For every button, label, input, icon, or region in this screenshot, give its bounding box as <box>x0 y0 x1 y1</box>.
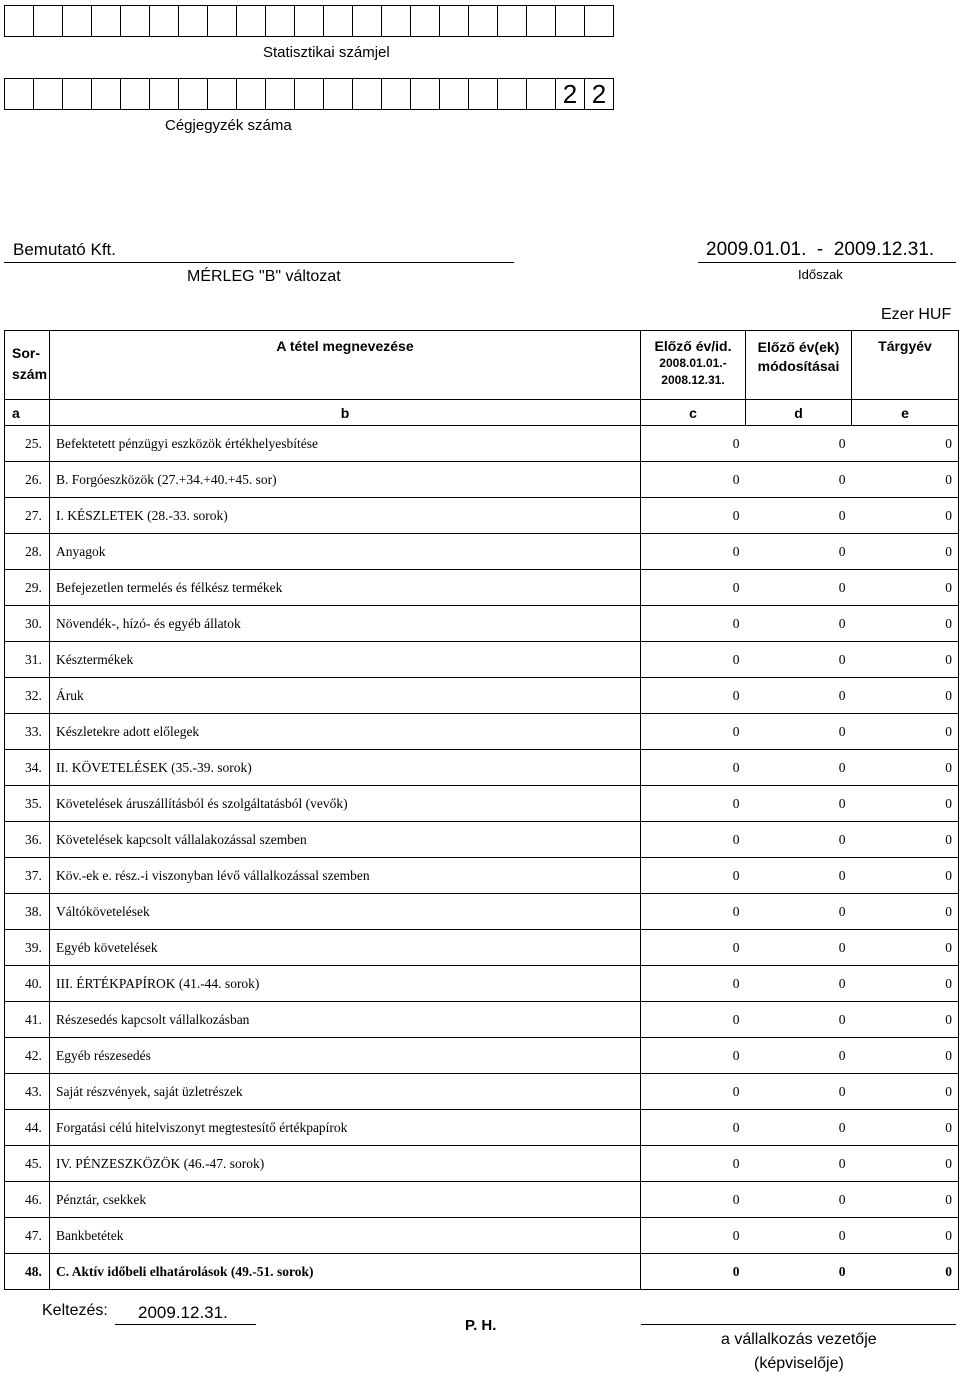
row-number: 30. <box>5 606 50 642</box>
row-number: 27. <box>5 498 50 534</box>
row-previous-year-value: 0 <box>641 1038 746 1074</box>
signature-line[interactable] <box>641 1324 956 1325</box>
row-item-name: C. Aktív időbeli elhatárolások (49.-51. sorok) <box>50 1254 641 1290</box>
registration-number-digit-box[interactable] <box>33 78 63 110</box>
registration-number-digit-box[interactable] <box>526 78 556 110</box>
table-row <box>5 1146 959 1182</box>
row-previous-year-value: 0 <box>641 1074 746 1110</box>
statistical-number-digit-box[interactable] <box>526 5 556 37</box>
row-modification-value: 0 <box>746 1074 852 1110</box>
row-number: 45. <box>5 1146 50 1182</box>
row-current-year-value: 0 <box>852 1254 959 1290</box>
row-modification-value: 0 <box>746 462 852 498</box>
table-header-row <box>5 331 959 400</box>
table-row <box>5 714 959 750</box>
registration-number-digit-box[interactable] <box>381 78 411 110</box>
row-modification-value: 0 <box>746 966 852 1002</box>
row-number: 38. <box>5 894 50 930</box>
row-number: 43. <box>5 1074 50 1110</box>
statistical-number-digit-box[interactable] <box>149 5 179 37</box>
statistical-number-digit-box[interactable] <box>62 5 92 37</box>
row-current-year-value: 0 <box>852 894 959 930</box>
row-current-year-value: 0 <box>852 858 959 894</box>
row-current-year-value: 0 <box>852 678 959 714</box>
registration-number-digit-box[interactable] <box>207 78 237 110</box>
registration-number-digit-box[interactable] <box>439 78 469 110</box>
header-item-name-text: A tétel megnevezése <box>276 338 414 354</box>
row-previous-year-value: 0 <box>641 1218 746 1254</box>
row-number: 37. <box>5 858 50 894</box>
row-current-year-value: 0 <box>852 606 959 642</box>
header-row-number <box>5 331 50 400</box>
registration-number-digit-box[interactable] <box>294 78 324 110</box>
row-number: 48. <box>5 1254 50 1290</box>
table-row <box>5 1002 959 1038</box>
row-number: 39. <box>5 930 50 966</box>
row-item-name: III. ÉRTÉKPAPÍROK (41.-44. sorok) <box>50 966 641 1002</box>
row-number: 41. <box>5 1002 50 1038</box>
statistical-number-digit-box[interactable] <box>4 5 34 37</box>
row-current-year-value: 0 <box>852 786 959 822</box>
row-current-year-value: 0 <box>852 966 959 1002</box>
header-row-number-line1: Sor- <box>12 345 40 361</box>
row-previous-year-value: 0 <box>641 1254 746 1290</box>
row-previous-year-value: 0 <box>641 426 746 462</box>
statistical-number-digit-box[interactable] <box>381 5 411 37</box>
row-modification-value: 0 <box>746 1182 852 1218</box>
header-row-number-line2: szám <box>12 366 48 382</box>
registration-number-digit-box[interactable] <box>265 78 295 110</box>
statistical-number-digit-box[interactable] <box>323 5 353 37</box>
header-previous-year-line3: 2008.12.31. <box>661 373 725 387</box>
row-item-name: Készletekre adott előlegek <box>50 714 641 750</box>
table-row <box>5 894 959 930</box>
row-number: 35. <box>5 786 50 822</box>
balance-sheet-table <box>4 330 959 1290</box>
row-item-name: Befektetett pénzügyi eszközök értékhelyesbítése <box>50 426 641 462</box>
header-current-year <box>852 331 959 400</box>
row-number: 44. <box>5 1110 50 1146</box>
row-modification-value: 0 <box>746 1254 852 1290</box>
row-previous-year-value: 0 <box>641 606 746 642</box>
statistical-number-digit-box[interactable] <box>294 5 324 37</box>
statistical-number-label: Statisztikai számjel <box>263 44 390 61</box>
row-modification-value: 0 <box>746 1038 852 1074</box>
row-number: 47. <box>5 1218 50 1254</box>
row-previous-year-value: 0 <box>641 534 746 570</box>
row-item-name: Növendék-, hízó- és egyéb állatok <box>50 606 641 642</box>
row-item-name: Egyéb követelések <box>50 930 641 966</box>
row-current-year-value: 0 <box>852 822 959 858</box>
row-modification-value: 0 <box>746 750 852 786</box>
row-current-year-value: 0 <box>852 714 959 750</box>
row-modification-value: 0 <box>746 642 852 678</box>
statistical-number-digit-box[interactable] <box>265 5 295 37</box>
signer-title: a vállalkozás vezetője <box>721 1331 877 1348</box>
row-item-name: Bankbetétek <box>50 1218 641 1254</box>
row-previous-year-value: 0 <box>641 498 746 534</box>
row-item-name: Anyagok <box>50 534 641 570</box>
table-row <box>5 1182 959 1218</box>
column-letter-c: c <box>641 400 746 426</box>
row-modification-value: 0 <box>746 1110 852 1146</box>
header-modifications-line2: módosításai <box>757 358 840 374</box>
row-current-year-value: 0 <box>852 930 959 966</box>
row-modification-value: 0 <box>746 498 852 534</box>
row-modification-value: 0 <box>746 858 852 894</box>
table-row <box>5 606 959 642</box>
registration-number-digit-box[interactable] <box>497 78 527 110</box>
header-previous-year-line1: Előző év/id. <box>654 338 732 354</box>
table-row <box>5 822 959 858</box>
row-number: 40. <box>5 966 50 1002</box>
row-previous-year-value: 0 <box>641 462 746 498</box>
row-modification-value: 0 <box>746 822 852 858</box>
row-current-year-value: 0 <box>852 1110 959 1146</box>
registration-number-digit-box[interactable] <box>62 78 92 110</box>
unit-label: Ezer HUF <box>881 306 952 323</box>
statistical-number-digit-box[interactable] <box>555 5 585 37</box>
row-modification-value: 0 <box>746 534 852 570</box>
row-modification-value: 0 <box>746 894 852 930</box>
row-current-year-value: 0 <box>852 1146 959 1182</box>
row-item-name: Részesedés kapcsolt vállalkozásban <box>50 1002 641 1038</box>
row-item-name: II. KÖVETELÉSEK (35.-39. sorok) <box>50 750 641 786</box>
statistical-number-digit-box[interactable] <box>439 5 469 37</box>
row-modification-value: 0 <box>746 606 852 642</box>
stamp-placeholder: P. H. <box>465 1317 497 1334</box>
table-row <box>5 786 959 822</box>
registration-number-digit-box[interactable] <box>352 78 382 110</box>
row-previous-year-value: 0 <box>641 642 746 678</box>
registration-number-digit-box[interactable] <box>468 78 498 110</box>
row-previous-year-value: 0 <box>641 822 746 858</box>
column-letter-d: d <box>746 400 852 426</box>
table-row <box>5 1254 959 1290</box>
row-number: 42. <box>5 1038 50 1074</box>
row-modification-value: 0 <box>746 678 852 714</box>
row-modification-value: 0 <box>746 1002 852 1038</box>
row-number: 46. <box>5 1182 50 1218</box>
row-current-year-value: 0 <box>852 1218 959 1254</box>
registration-number-digit-box[interactable] <box>236 78 266 110</box>
row-previous-year-value: 0 <box>641 750 746 786</box>
row-item-name: Áruk <box>50 678 641 714</box>
table-row <box>5 858 959 894</box>
registration-number-digit-box[interactable]: 2 <box>584 78 614 110</box>
table-row <box>5 930 959 966</box>
company-name: Bemutató Kft. <box>13 240 116 259</box>
table-row <box>5 462 959 498</box>
row-number: 33. <box>5 714 50 750</box>
row-number: 32. <box>5 678 50 714</box>
column-letter-b: b <box>50 400 641 426</box>
row-item-name: Követelések áruszállításból és szolgáltatásból (vevők) <box>50 786 641 822</box>
registration-number-digit-box[interactable] <box>178 78 208 110</box>
row-modification-value: 0 <box>746 714 852 750</box>
row-item-name: B. Forgóeszközök (27.+34.+40.+45. sor) <box>50 462 641 498</box>
row-current-year-value: 0 <box>852 498 959 534</box>
registration-number-digit-box[interactable] <box>323 78 353 110</box>
row-item-name: Késztermékek <box>50 642 641 678</box>
row-item-name: IV. PÉNZESZKÖZÖK (46.-47. sorok) <box>50 1146 641 1182</box>
row-previous-year-value: 0 <box>641 678 746 714</box>
date-value: 2009.12.31. <box>138 1303 228 1322</box>
table-row <box>5 570 959 606</box>
header-current-year-text: Tárgyév <box>878 338 932 354</box>
registration-number-label: Cégjegyzék száma <box>165 117 292 134</box>
table-row <box>5 426 959 462</box>
row-item-name: Követelések kapcsolt vállalakozással szemben <box>50 822 641 858</box>
statistical-number-digit-box[interactable] <box>120 5 150 37</box>
header-modifications <box>746 331 852 400</box>
date-label: Keltezés: <box>42 1302 108 1319</box>
column-letter-e: e <box>852 400 959 426</box>
row-item-name: Egyéb részesedés <box>50 1038 641 1074</box>
row-current-year-value: 0 <box>852 1182 959 1218</box>
table-row <box>5 1110 959 1146</box>
company-underline <box>4 262 514 263</box>
table-row <box>5 642 959 678</box>
row-item-name: Köv.-ek e. rész.-i viszonyban lévő vállalkozással szemben <box>50 858 641 894</box>
row-current-year-value: 0 <box>852 1074 959 1110</box>
row-number: 36. <box>5 822 50 858</box>
row-current-year-value: 0 <box>852 1002 959 1038</box>
period-label: Időszak <box>798 267 843 282</box>
header-previous-year <box>641 331 746 400</box>
table-row <box>5 1218 959 1254</box>
statistical-number-digit-box[interactable] <box>584 5 614 37</box>
header-item-name <box>50 331 641 400</box>
row-modification-value: 0 <box>746 570 852 606</box>
statistical-number-grid[interactable] <box>4 5 613 37</box>
row-previous-year-value: 0 <box>641 570 746 606</box>
row-previous-year-value: 0 <box>641 1182 746 1218</box>
statistical-number-digit-box[interactable] <box>236 5 266 37</box>
row-current-year-value: 0 <box>852 426 959 462</box>
table-row <box>5 1038 959 1074</box>
table-row <box>5 498 959 534</box>
row-current-year-value: 0 <box>852 462 959 498</box>
row-previous-year-value: 0 <box>641 930 746 966</box>
row-previous-year-value: 0 <box>641 1002 746 1038</box>
row-previous-year-value: 0 <box>641 966 746 1002</box>
header-previous-year-line2: 2008.01.01.- <box>659 356 727 370</box>
row-modification-value: 0 <box>746 1218 852 1254</box>
statistical-number-digit-box[interactable] <box>468 5 498 37</box>
registration-number-grid[interactable] <box>4 78 613 110</box>
header-modifications-line1: Előző év(ek) <box>757 339 840 355</box>
row-item-name: Váltókövetelések <box>50 894 641 930</box>
row-current-year-value: 0 <box>852 642 959 678</box>
registration-number-digit-box[interactable] <box>4 78 34 110</box>
row-number: 28. <box>5 534 50 570</box>
row-item-name: Pénztár, csekkek <box>50 1182 641 1218</box>
row-current-year-value: 0 <box>852 750 959 786</box>
row-previous-year-value: 0 <box>641 1110 746 1146</box>
column-letter-a: a <box>5 400 50 426</box>
registration-number-digit-box[interactable] <box>149 78 179 110</box>
row-previous-year-value: 0 <box>641 786 746 822</box>
row-current-year-value: 0 <box>852 570 959 606</box>
row-item-name: Saját részvények, saját üzletrészek <box>50 1074 641 1110</box>
row-modification-value: 0 <box>746 426 852 462</box>
registration-number-digit-box[interactable] <box>120 78 150 110</box>
row-item-name: Befejezetlen termelés és félkész termékek <box>50 570 641 606</box>
row-previous-year-value: 0 <box>641 894 746 930</box>
statistical-number-digit-box[interactable] <box>207 5 237 37</box>
row-item-name: I. KÉSZLETEK (28.-33. sorok) <box>50 498 641 534</box>
row-number: 31. <box>5 642 50 678</box>
table-row <box>5 534 959 570</box>
statistical-number-digit-box[interactable] <box>91 5 121 37</box>
table-row <box>5 678 959 714</box>
row-current-year-value: 0 <box>852 1038 959 1074</box>
statistical-number-digit-box[interactable] <box>410 5 440 37</box>
registration-number-digit-box[interactable] <box>410 78 440 110</box>
row-previous-year-value: 0 <box>641 1146 746 1182</box>
row-current-year-value: 0 <box>852 534 959 570</box>
statistical-number-digit-box[interactable] <box>33 5 63 37</box>
signer-subtitle: (képviselője) <box>754 1355 844 1372</box>
row-item-name: Forgatási célú hitelviszonyt megtestesítő értékpapírok <box>50 1110 641 1146</box>
row-modification-value: 0 <box>746 1146 852 1182</box>
statistical-number-digit-box[interactable] <box>497 5 527 37</box>
form-title: MÉRLEG "B" változat <box>187 268 341 285</box>
row-number: 25. <box>5 426 50 462</box>
date-underline <box>115 1324 256 1325</box>
row-previous-year-value: 0 <box>641 858 746 894</box>
column-letter-row <box>5 400 959 426</box>
statistical-number-digit-box[interactable] <box>178 5 208 37</box>
statistical-number-digit-box[interactable] <box>352 5 382 37</box>
row-number: 34. <box>5 750 50 786</box>
row-number: 26. <box>5 462 50 498</box>
row-modification-value: 0 <box>746 930 852 966</box>
row-number: 29. <box>5 570 50 606</box>
row-modification-value: 0 <box>746 786 852 822</box>
row-previous-year-value: 0 <box>641 714 746 750</box>
registration-number-digit-box[interactable] <box>91 78 121 110</box>
period-underline <box>698 262 956 263</box>
table-row <box>5 966 959 1002</box>
period-value: 2009.01.01. - 2009.12.31. <box>706 239 935 260</box>
table-row <box>5 750 959 786</box>
table-row <box>5 1074 959 1110</box>
registration-number-digit-box[interactable]: 2 <box>555 78 585 110</box>
